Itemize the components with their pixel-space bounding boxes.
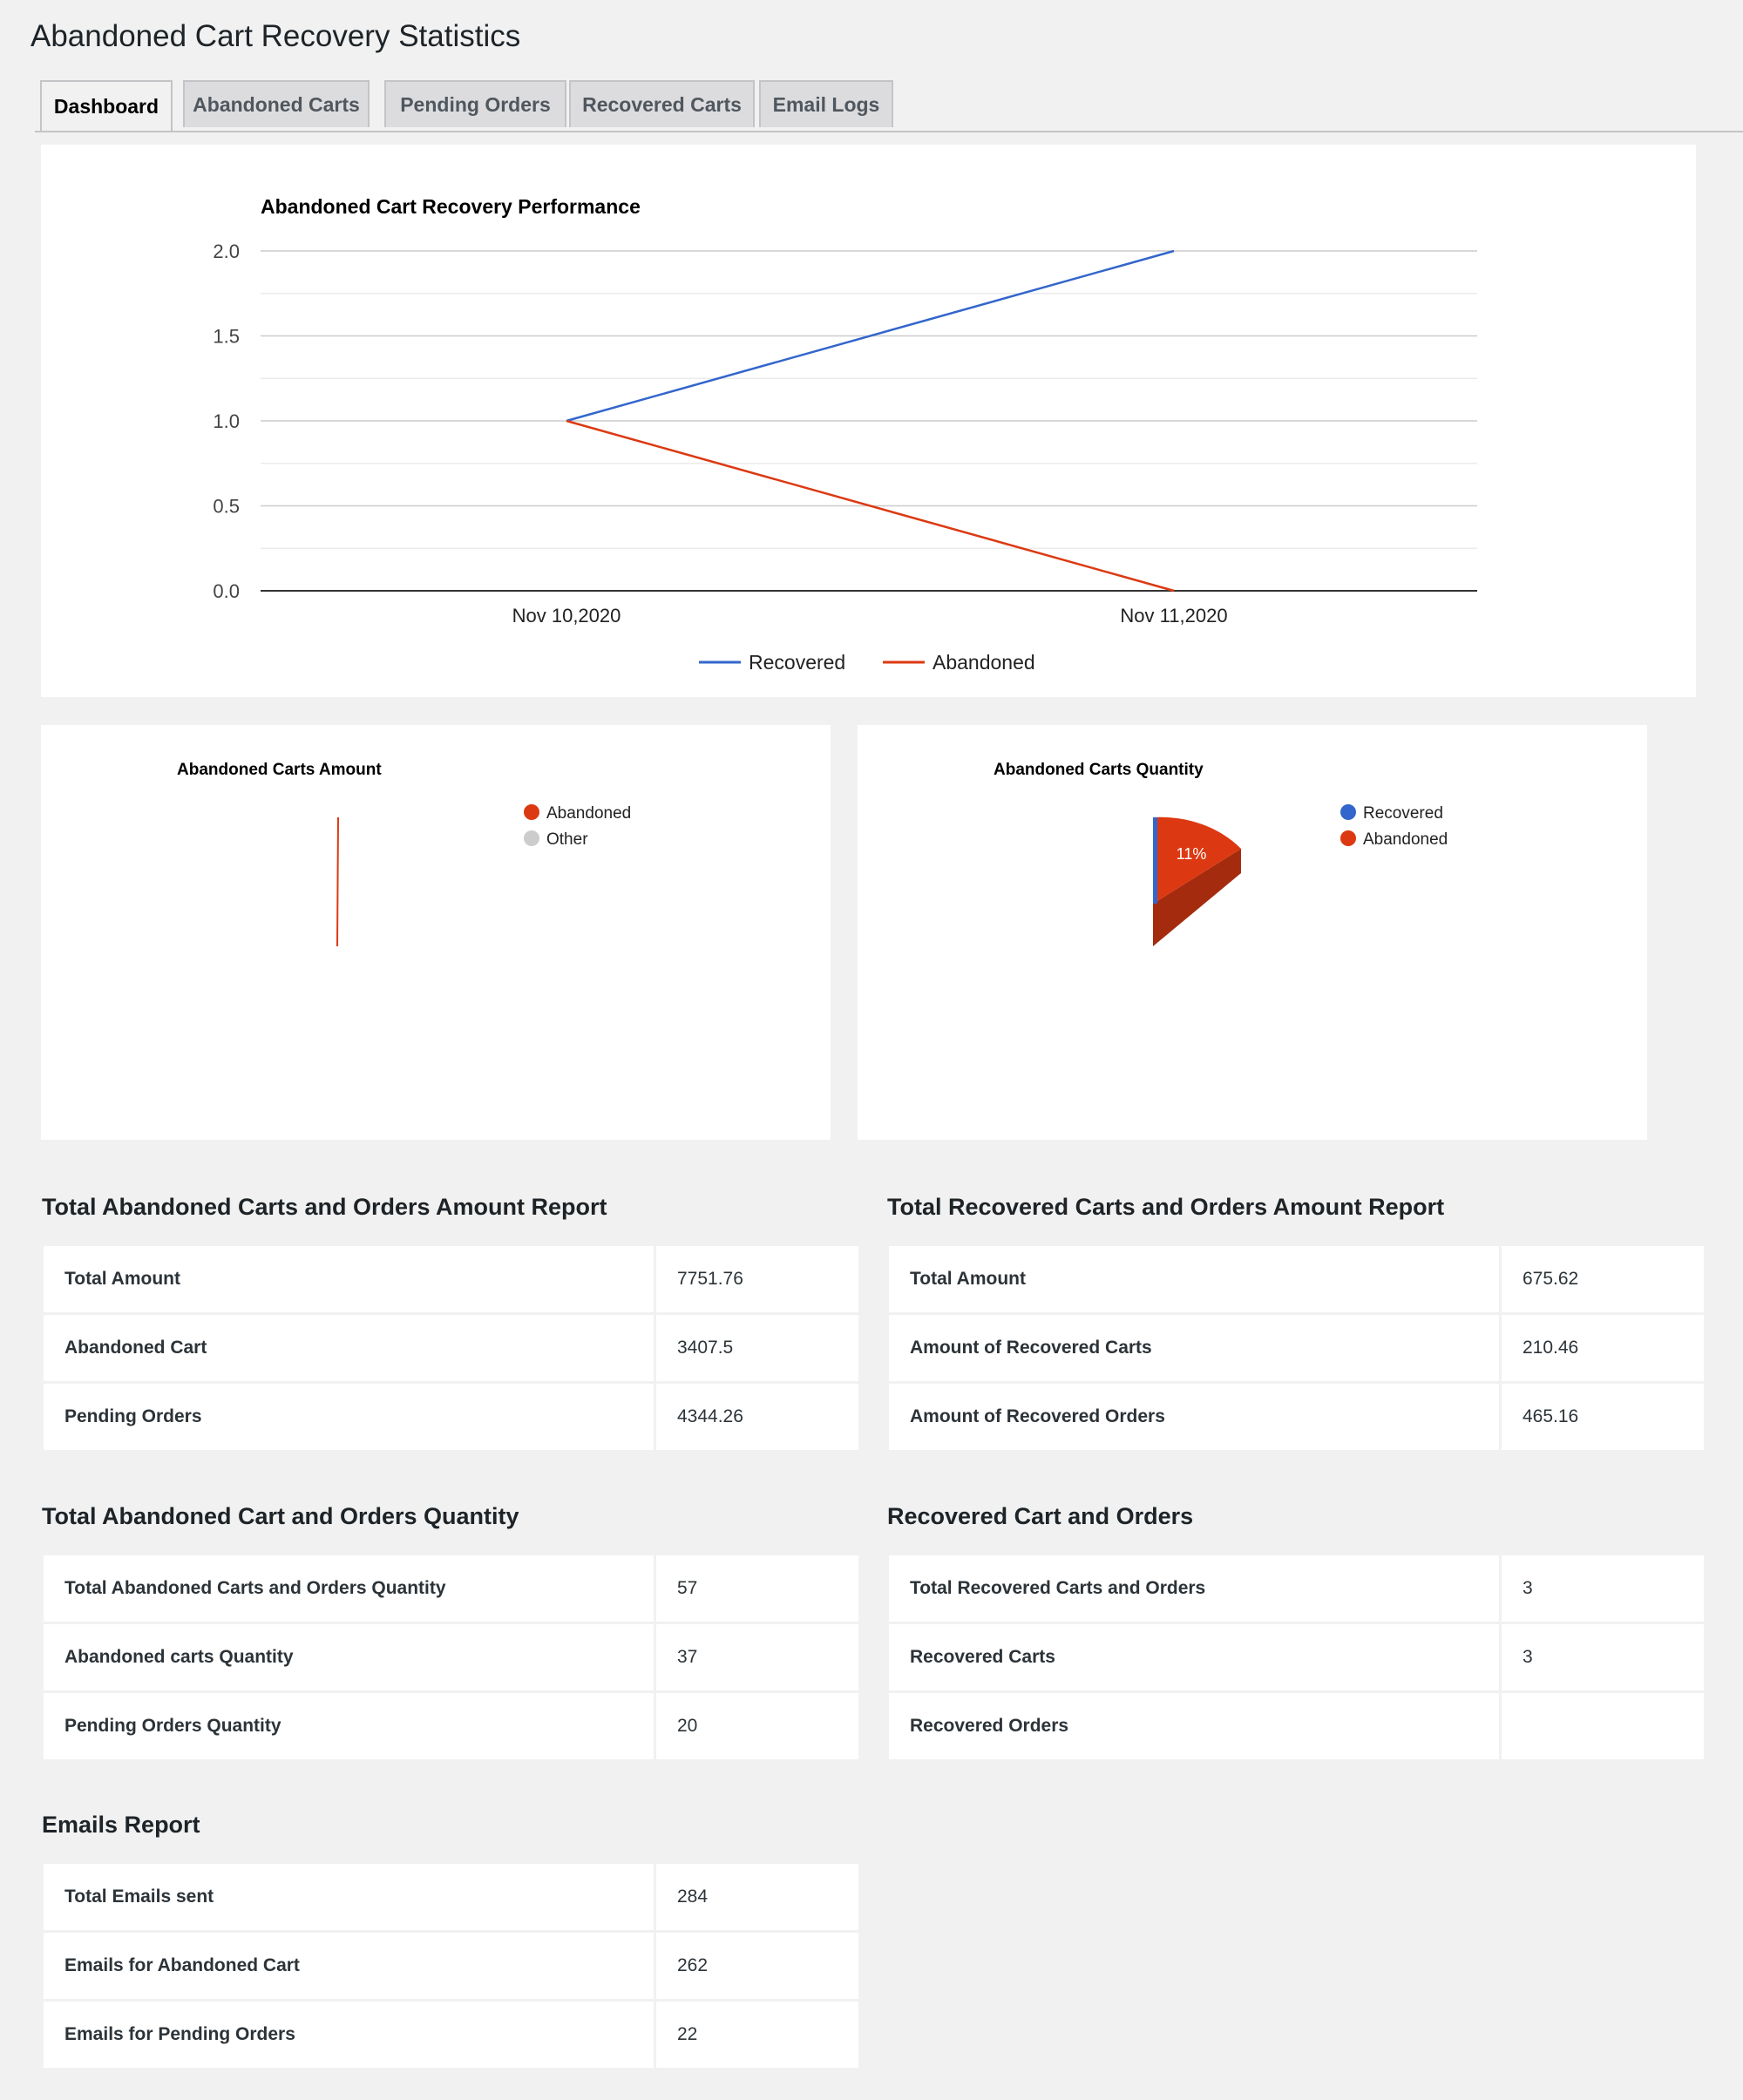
amount-pie-title: Abandoned Carts Amount xyxy=(177,761,382,779)
row-value: 262 xyxy=(656,1933,858,1999)
row-label: Total Amount xyxy=(889,1246,1499,1312)
recovered-quantity-table xyxy=(886,1553,1706,1762)
row-label: Pending Orders Quantity xyxy=(44,1693,654,1759)
tab-abandoned-carts[interactable]: Abandoned Carts xyxy=(183,80,370,127)
y-tick-label: 1.0 xyxy=(213,410,240,432)
tab-recovered-carts[interactable]: Recovered Carts xyxy=(569,80,755,127)
row-value: 3407.5 xyxy=(656,1315,858,1381)
table-row xyxy=(889,1693,1704,1759)
row-value: 465.16 xyxy=(1502,1384,1704,1450)
table-row xyxy=(889,1555,1704,1622)
row-value: 7751.76 xyxy=(656,1246,858,1312)
legend-dot-other xyxy=(524,830,539,846)
recovered-amount-table xyxy=(886,1243,1706,1453)
x-tick-label: Nov 11,2020 xyxy=(1120,605,1228,627)
tab-email-logs[interactable]: Email Logs xyxy=(759,80,893,127)
amount-pie-chart xyxy=(41,725,831,1140)
pie-slice-recovered xyxy=(1153,817,1157,904)
table-row xyxy=(44,1315,858,1381)
row-label: Recovered Orders xyxy=(889,1693,1499,1759)
table-row xyxy=(889,1246,1704,1312)
legend-recovered: Recovered xyxy=(749,651,846,674)
table-row xyxy=(889,1624,1704,1690)
row-label: Abandoned Cart xyxy=(44,1315,654,1381)
abandoned-amount-table xyxy=(41,1243,861,1453)
row-value: 20 xyxy=(656,1693,858,1759)
tab-dashboard[interactable]: Dashboard xyxy=(40,80,173,131)
row-value: 4344.26 xyxy=(656,1384,858,1450)
row-value: 210.46 xyxy=(1502,1315,1704,1381)
row-label: Total Amount xyxy=(44,1246,654,1312)
amount-pie-panel xyxy=(41,725,831,1140)
row-label: Total Recovered Carts and Orders xyxy=(889,1555,1499,1622)
table-row xyxy=(44,2002,858,2068)
pie-slice-label: 11% xyxy=(1176,845,1207,863)
row-label: Amount of Recovered Orders xyxy=(889,1384,1499,1450)
table-row xyxy=(44,1864,858,1930)
performance-chart-panel xyxy=(41,145,1696,697)
row-label: Pending Orders xyxy=(44,1384,654,1450)
y-tick-label: 1.5 xyxy=(213,325,240,348)
tab-pending-orders[interactable]: Pending Orders xyxy=(384,80,566,127)
row-value: 3 xyxy=(1502,1624,1704,1690)
table-row xyxy=(44,1555,858,1622)
row-label: Amount of Recovered Carts xyxy=(889,1315,1499,1381)
legend-dot-abandoned xyxy=(524,804,539,820)
abandoned-quantity-title: Total Abandoned Cart and Orders Quantity xyxy=(42,1503,519,1529)
table-row xyxy=(889,1315,1704,1381)
table-row xyxy=(44,1693,858,1759)
legend-abandoned: Abandoned xyxy=(933,651,1035,674)
legend-abandoned-label: Abandoned xyxy=(546,804,632,823)
quantity-pie-panel xyxy=(858,725,1647,1140)
row-label: Emails for Abandoned Cart xyxy=(44,1933,654,1999)
row-label: Recovered Carts xyxy=(889,1624,1499,1690)
row-label: Emails for Pending Orders xyxy=(44,2002,654,2068)
tab-bar xyxy=(35,80,1743,132)
line-legend xyxy=(699,651,1035,674)
table-row xyxy=(44,1933,858,1999)
legend-dot-recovered xyxy=(1340,804,1356,820)
legend-other-label: Other xyxy=(546,830,588,849)
recovered-quantity-title: Recovered Cart and Orders xyxy=(887,1503,1194,1529)
y-tick-label: 0.0 xyxy=(213,580,240,602)
page-title: Abandoned Cart Recovery Statistics xyxy=(31,19,521,53)
y-tick-label: 2.0 xyxy=(213,240,240,262)
table-row xyxy=(44,1246,858,1312)
row-label: Total Abandoned Carts and Orders Quantity xyxy=(44,1555,654,1622)
row-value: 57 xyxy=(656,1555,858,1622)
abandoned-quantity-table xyxy=(41,1553,861,1762)
row-label: Total Emails sent xyxy=(44,1864,654,1930)
emails-report-table xyxy=(41,1861,861,2070)
legend-dot-abandoned xyxy=(1340,830,1356,846)
row-value xyxy=(1502,1693,1704,1759)
row-value: 37 xyxy=(656,1624,858,1690)
performance-line-chart xyxy=(41,145,1696,697)
row-value: 3 xyxy=(1502,1555,1704,1622)
table-row xyxy=(889,1384,1704,1450)
row-value: 22 xyxy=(656,2002,858,2068)
legend-abandoned-label: Abandoned xyxy=(1363,830,1448,849)
table-row xyxy=(44,1384,858,1450)
x-tick-label: Nov 10,2020 xyxy=(512,605,621,627)
y-tick-label: 0.5 xyxy=(213,495,240,518)
legend-recovered-label: Recovered xyxy=(1363,804,1443,823)
row-label: Abandoned carts Quantity xyxy=(44,1624,654,1690)
line-chart-title: Abandoned Cart Recovery Performance xyxy=(261,195,641,218)
quantity-pie-title: Abandoned Carts Quantity xyxy=(994,761,1204,779)
quantity-pie-chart xyxy=(858,725,1647,1140)
recovered-amount-title: Total Recovered Carts and Orders Amount Report xyxy=(887,1194,1445,1220)
emails-report-title: Emails Report xyxy=(42,1812,200,1838)
abandoned-amount-title: Total Abandoned Carts and Orders Amount Report xyxy=(42,1194,607,1220)
pie-slice-abandoned xyxy=(337,817,338,946)
row-value: 675.62 xyxy=(1502,1246,1704,1312)
table-row xyxy=(44,1624,858,1690)
row-value: 284 xyxy=(656,1864,858,1930)
